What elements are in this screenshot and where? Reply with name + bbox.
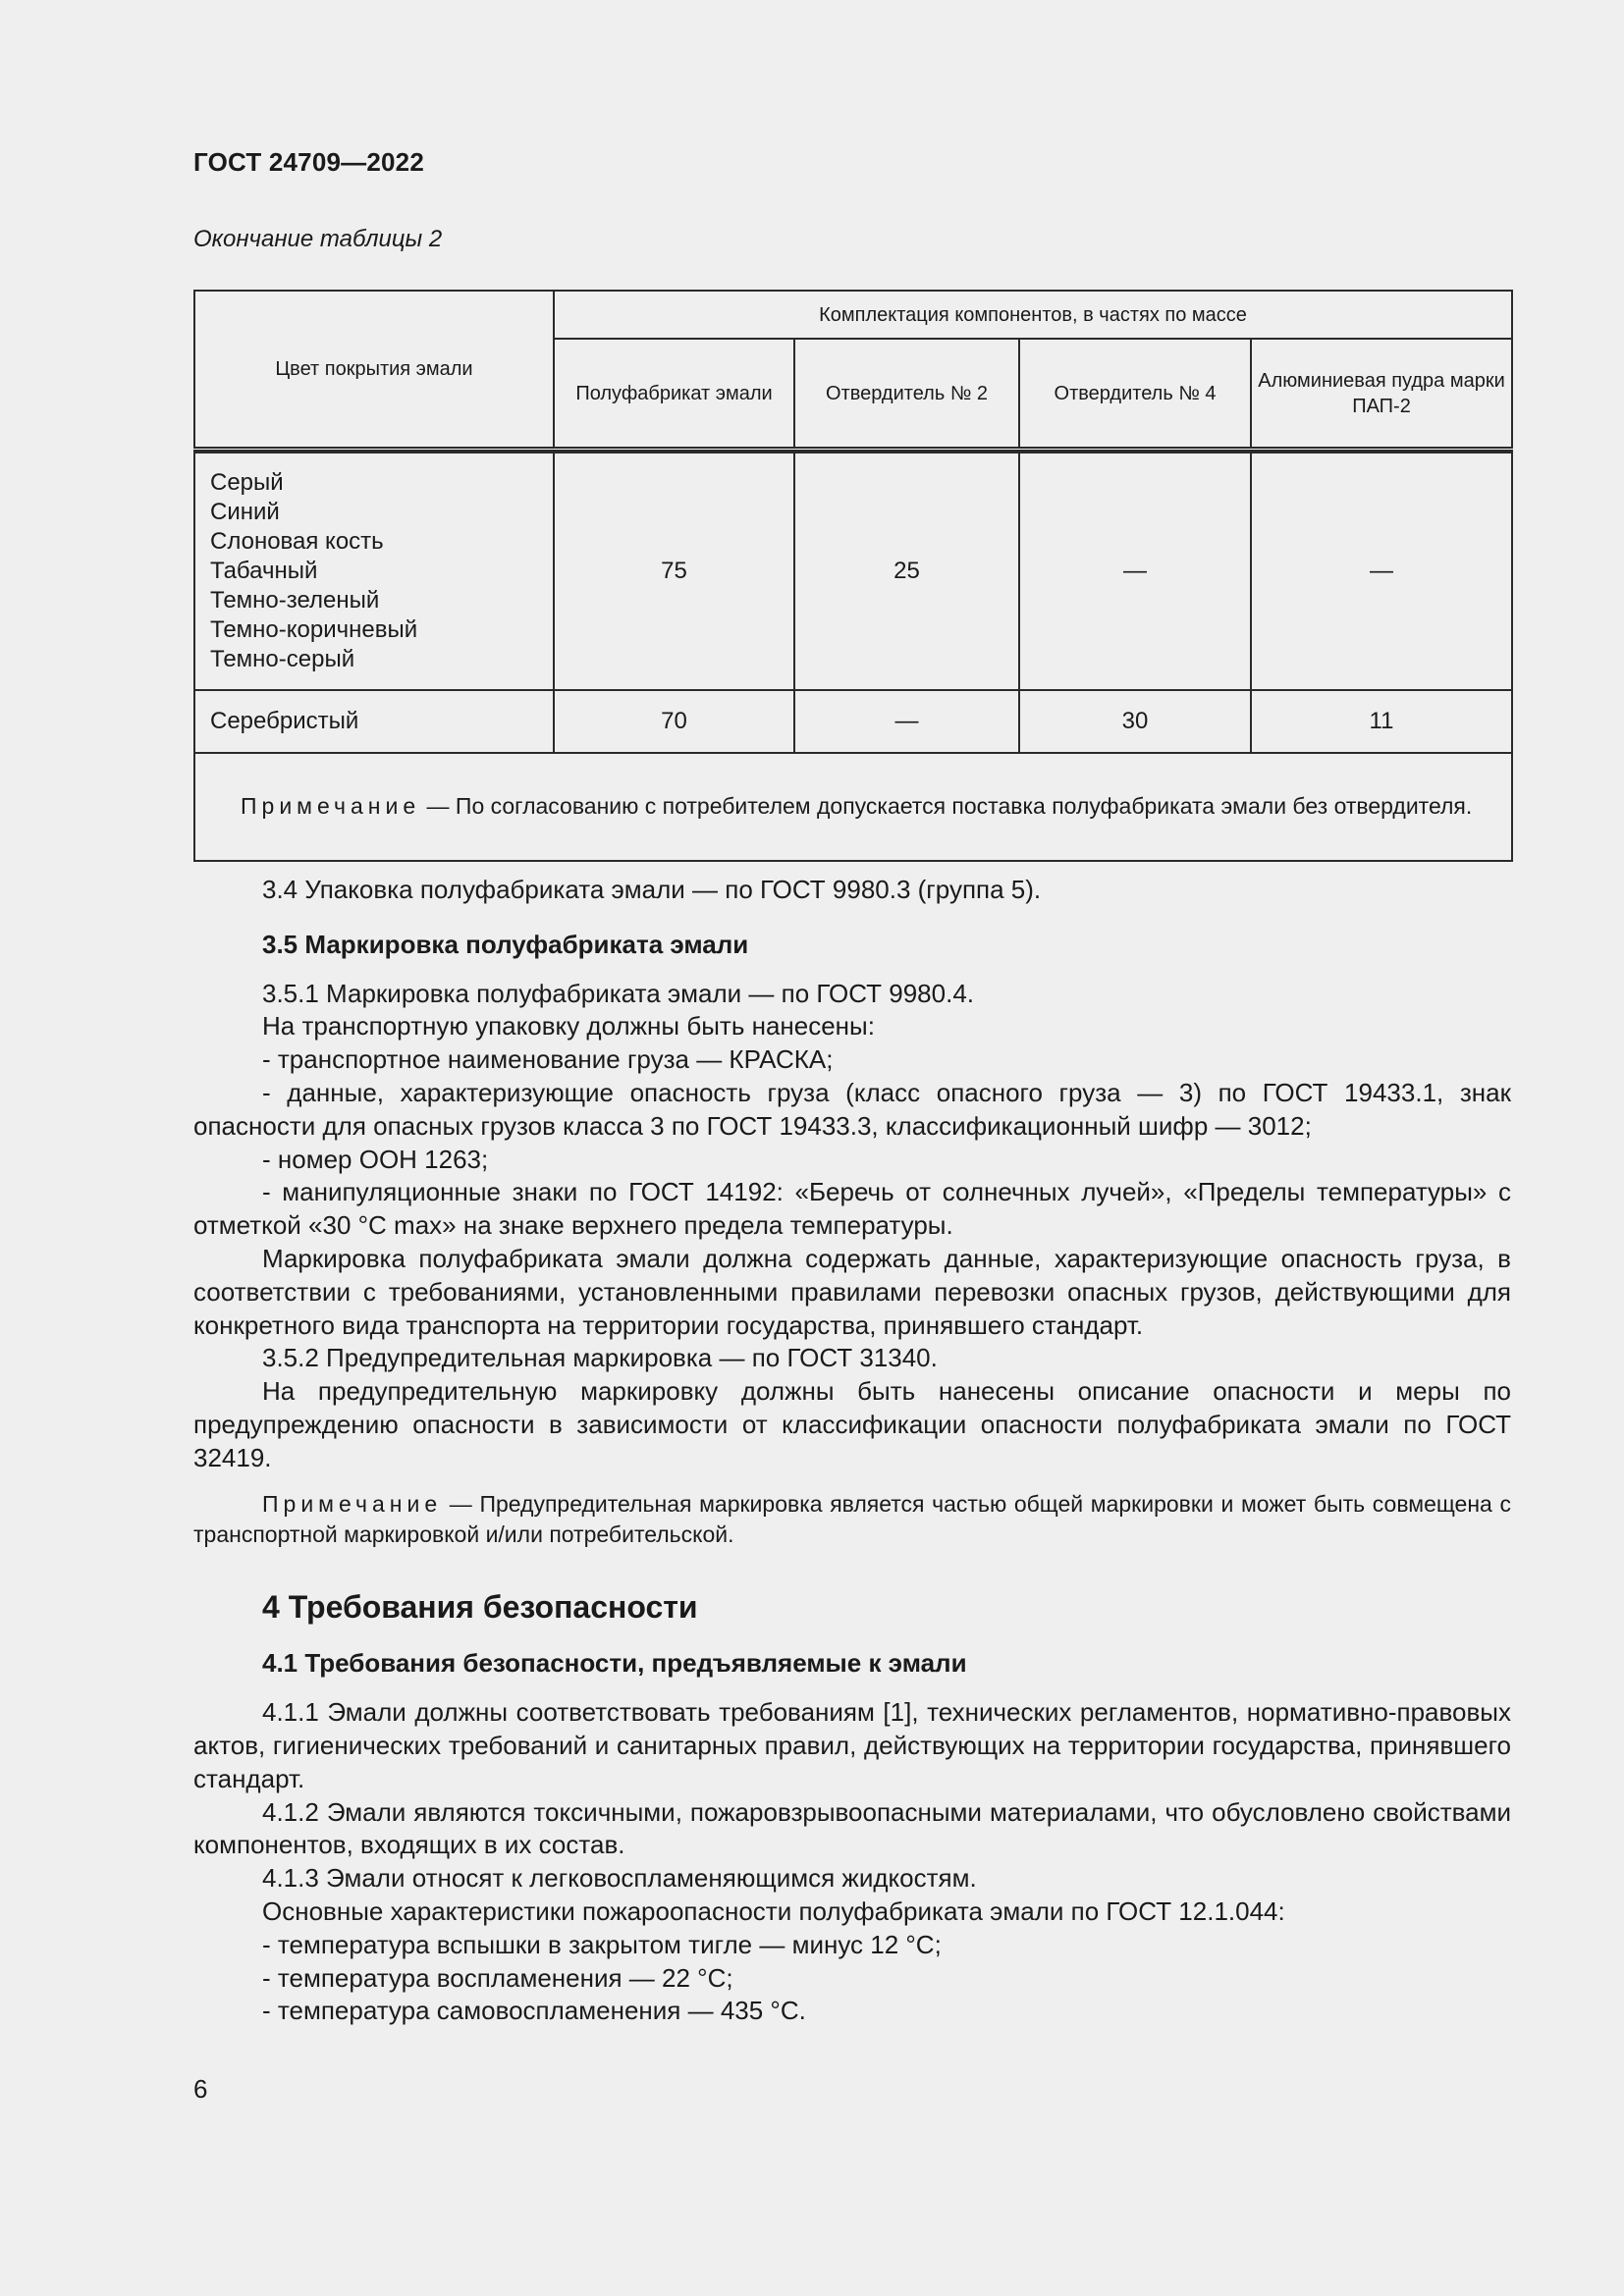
- list-item: - манипуляционные знаки по ГОСТ 14192: «Беречь от солнечных лучей», «Пределы температуры» с отметкой «30 °С max» на знаке верхнего предела температуры.: [193, 1177, 1511, 1241]
- value-cell: 70: [554, 690, 794, 753]
- color-name: Серебристый: [194, 690, 554, 753]
- value-cell: —: [1019, 453, 1251, 690]
- note-text: — По согласованию с потребителем допускается поставка полуфабриката эмали без отвердителя.: [420, 792, 1473, 819]
- header-semiproduct: Полуфабрикат эмали: [554, 339, 794, 450]
- list-item: - транспортное наименование груза — КРАСКА;: [262, 1044, 834, 1075]
- paragraph-3-4: 3.4 Упаковка полуфабриката эмали — по ГОСТ 9980.3 (группа 5).: [262, 875, 1042, 904]
- list-item: - данные, характеризующие опасность груза (класс опасного груза — 3) по ГОСТ 19433.1, знак опасности для опасных грузов класса 3 по ГОСТ 19433.3, классификационный шифр — 3012;: [193, 1077, 1511, 1141]
- paragraph-transport: На транспортную упаковку должны быть нанесены:: [262, 1011, 875, 1041]
- paragraph-4-1-2: 4.1.2 Эмали являются токсичными, пожаровзрывоопасными материалами, что обусловлено свойствами компонентов, входящих в их состав.: [193, 1796, 1511, 1860]
- color-name: Синий: [210, 499, 280, 525]
- value-cell: 25: [794, 453, 1019, 690]
- note-text: — Предупредительная маркировка является частью общей маркировки и может быть совмещена с транспортной маркировкой и/или потребительской.: [193, 1490, 1511, 1547]
- value-cell: 75: [554, 453, 794, 690]
- note-label: Примечание: [262, 1490, 443, 1517]
- list-item: - номер ООН 1263;: [262, 1144, 489, 1174]
- color-name: Темно-серый: [210, 646, 355, 672]
- document-body: [193, 874, 1511, 2028]
- value-cell: —: [1251, 453, 1512, 690]
- table-row: [194, 690, 1512, 753]
- paragraph-marking: Маркировка полуфабриката эмали должна содержать данные, характеризующие опасность груза, в соответствии с требованиями, установленными правилами перевозки опасных грузов, действующими для конкретного вида транспорта на территории государства, принявшего стандарт.: [193, 1243, 1511, 1340]
- table-header-row: [194, 291, 1512, 339]
- header-color: Цвет покрытия эмали: [194, 291, 554, 450]
- page-number: 6: [193, 2074, 208, 2104]
- composition-table: [193, 290, 1513, 862]
- value-cell: —: [794, 690, 1019, 753]
- list-item: - температура вспышки в закрытом тигле — минус 12 °С;: [262, 1929, 942, 1959]
- value-cell: 11: [1251, 690, 1512, 753]
- list-item: - температура самовоспламенения — 435 °С.: [262, 1996, 806, 2026]
- list-item: - температура воспламенения — 22 °С;: [262, 1962, 733, 1993]
- header-composition: Комплектация компонентов, в частях по массе: [554, 291, 1512, 339]
- paragraph-warning: На предупредительную маркировку должны быть нанесены описание опасности и меры по предупреждению опасности в зависимости от классификации опасности полуфабриката эмали по ГОСТ 32419.: [193, 1376, 1511, 1472]
- paragraph-4-1-3: 4.1.3 Эмали относят к легковоспламеняющимся жидкостям.: [262, 1863, 977, 1894]
- color-name: Серый: [210, 469, 284, 496]
- color-list-cell: [194, 453, 554, 690]
- value-cell: 30: [1019, 690, 1251, 753]
- paragraph-fire: Основные характеристики пожароопасности полуфабриката эмали по ГОСТ 12.1.044:: [262, 1896, 1285, 1926]
- table-note: [194, 753, 1512, 861]
- color-name: Темно-зеленый: [210, 587, 380, 614]
- color-name: Табачный: [210, 558, 318, 584]
- header-hardener-4: Отвердитель № 4: [1019, 339, 1251, 450]
- heading-4-1: 4.1 Требования безопасности, предъявляемые к эмали: [262, 1648, 967, 1679]
- header-aluminium-powder: Алюминиевая пудра марки ПАП-2: [1251, 339, 1512, 450]
- paragraph-3-5-1: 3.5.1 Маркировка полуфабриката эмали — по ГОСТ 9980.4.: [262, 978, 975, 1008]
- table-caption: Окончание таблицы 2: [193, 226, 443, 252]
- paragraph-3-5-2: 3.5.2 Предупредительная маркировка — по ГОСТ 31340.: [262, 1343, 938, 1373]
- color-name: Слоновая кость: [210, 528, 384, 555]
- heading-3-5: 3.5 Маркировка полуфабриката эмали: [262, 929, 749, 959]
- table-note-row: [194, 753, 1512, 861]
- heading-4: 4 Требования безопасности: [262, 1588, 698, 1625]
- document-header: ГОСТ 24709—2022: [193, 147, 424, 177]
- note: [193, 1489, 1511, 1550]
- note-label: Примечание: [241, 792, 421, 819]
- color-name: Темно-коричневый: [210, 616, 418, 643]
- header-hardener-2: Отвердитель № 2: [794, 339, 1019, 450]
- table-row: [194, 453, 1512, 690]
- paragraph-4-1-1: 4.1.1 Эмали должны соответствовать требованиям [1], технических регламентов, нормативно-правовых актов, гигиенических требований и санитарных правил, действующих на территории государства, принявшего стандарт.: [193, 1697, 1511, 1793]
